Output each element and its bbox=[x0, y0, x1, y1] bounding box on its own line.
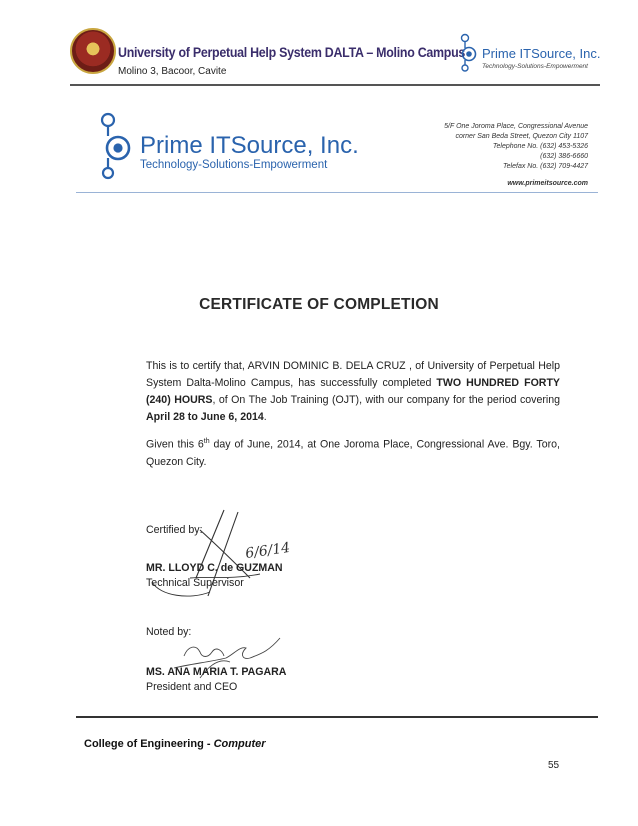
footer-divider bbox=[76, 716, 598, 718]
student-name: ARVIN DOMINIC B. DELA CRUZ bbox=[247, 360, 406, 372]
noter-name: MS. ANA MARIA T. PAGARA bbox=[146, 666, 287, 678]
company-address-line-2: corner San Beda Street, Quezon City 1107 bbox=[455, 133, 588, 140]
program-name: Computer bbox=[213, 738, 266, 750]
company-contact-block bbox=[444, 122, 588, 172]
cert-text: , of On The Job Training (OJT), with our company for the period covering bbox=[212, 394, 561, 406]
cert-text: , of University of Perpetual Help System Dalta-Molino Campus, has successfully completed bbox=[146, 360, 560, 389]
noter-title: President and CEO bbox=[146, 681, 238, 693]
certifier-signature bbox=[150, 508, 310, 604]
company-address-line-1: 5/F One Joroma Place, Congressional Avenue bbox=[444, 123, 588, 130]
given-text: Given this 6 bbox=[146, 438, 204, 451]
company-tagline: Technology-Solutions-Empowerment bbox=[140, 159, 328, 171]
university-name: University of Perpetual Help System DALTA – Molino Campus bbox=[118, 45, 466, 60]
certified-by-label: Certified by: bbox=[146, 524, 203, 536]
page-number: 55 bbox=[548, 760, 560, 771]
certification-paragraph bbox=[146, 358, 560, 426]
header-divider bbox=[70, 84, 600, 86]
noter-signature bbox=[170, 628, 290, 688]
cert-text: . bbox=[263, 411, 267, 423]
certifier-title: Technical Supervisor bbox=[146, 577, 244, 589]
company-website: www.primeitsource.com bbox=[507, 180, 588, 187]
partner-name: Prime ITSource, Inc. bbox=[482, 46, 601, 61]
prime-itsource-logo-icon bbox=[456, 32, 482, 72]
certifier-name: MR. LLOYD C. de GUZMAN bbox=[146, 562, 283, 574]
university-header bbox=[70, 28, 600, 92]
company-telephone-1: Telephone No. (632) 453-5326 bbox=[492, 143, 588, 150]
signature-date: 6/6/14 bbox=[244, 539, 292, 562]
ojt-period: April 28 to June 6, 2014 bbox=[146, 411, 264, 423]
company-telephone-2: (632) 386-6660 bbox=[540, 153, 588, 160]
given-paragraph bbox=[146, 433, 560, 471]
university-address: Molino 3, Bacoor, Cavite bbox=[118, 66, 227, 77]
prime-itsource-logo-icon bbox=[94, 112, 142, 180]
company-letterhead bbox=[76, 104, 598, 192]
company-telefax: Telefax No. (632) 709-4427 bbox=[503, 163, 588, 170]
partner-logo bbox=[456, 32, 616, 76]
noted-by-label: Noted by: bbox=[146, 626, 192, 638]
company-name: Prime ITSource, Inc. bbox=[140, 132, 359, 159]
partner-tagline: Technology-Solutions-Empowerment bbox=[482, 63, 588, 70]
cert-text: This is to certify that, bbox=[146, 360, 248, 372]
certificate-title: CERTIFICATE OF COMPLETION bbox=[199, 296, 439, 313]
given-ordinal: th bbox=[203, 438, 210, 445]
footer-college bbox=[84, 738, 266, 750]
college-name: College of Engineering - bbox=[84, 738, 214, 750]
ojt-hours: TWO HUNDRED FORTY (240) HOURS bbox=[146, 377, 560, 406]
university-seal-icon bbox=[70, 28, 116, 74]
letterhead-divider bbox=[76, 192, 598, 193]
given-text: day of June, 2014, at One Joroma Place, Congressional Ave. Bgy. Toro, Quezon City. bbox=[146, 438, 560, 468]
